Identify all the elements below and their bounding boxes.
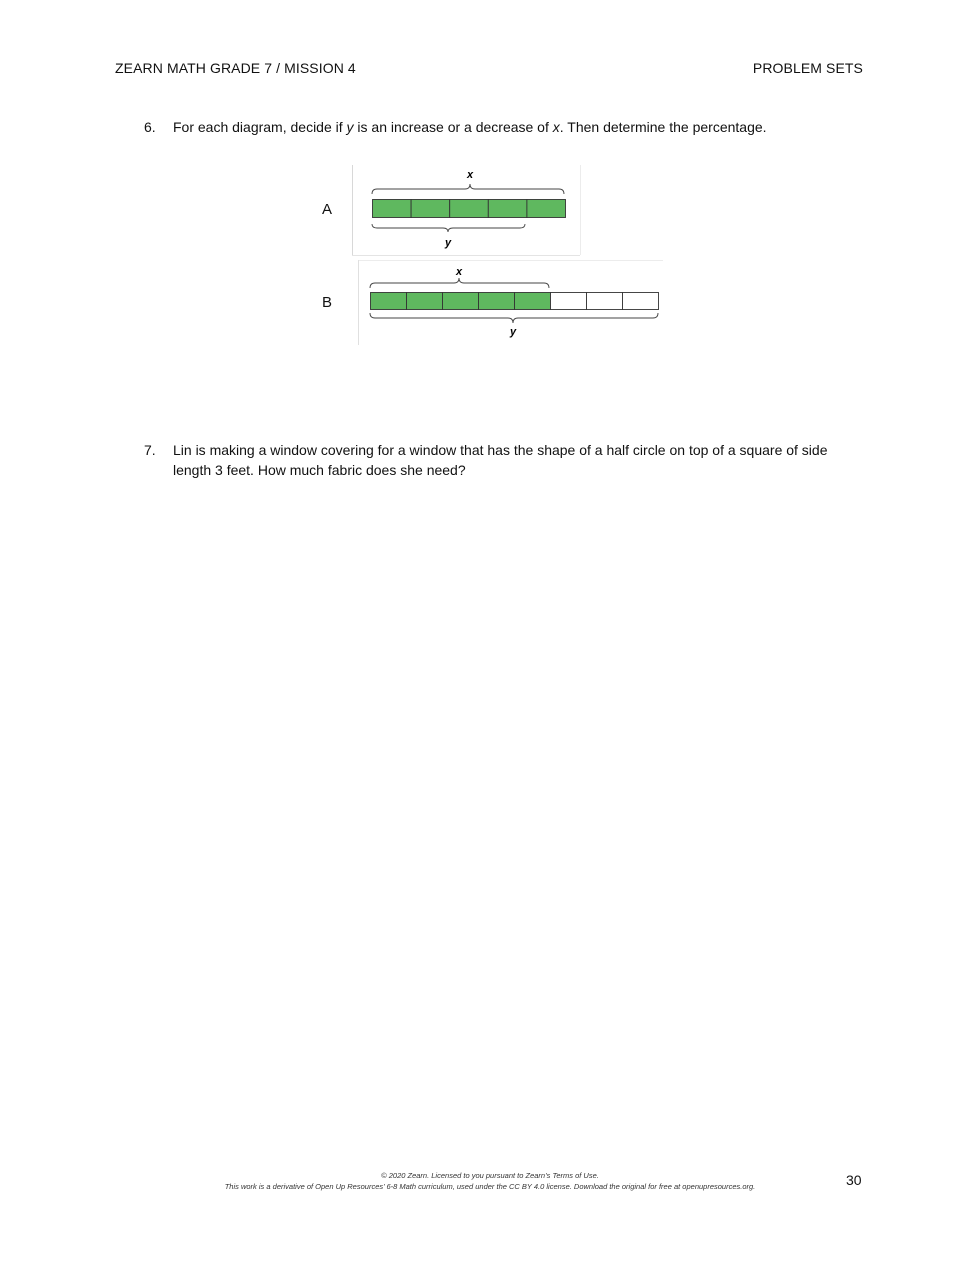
white-cell	[551, 293, 587, 310]
question-text: For each diagram, decide if y is an increase or a decrease of x. Then determine the percentage.	[173, 119, 767, 135]
x-brace	[372, 184, 564, 194]
tape-a-cells	[373, 200, 566, 218]
tape-diagram-b	[358, 260, 664, 346]
tape-diagram-a	[352, 165, 582, 257]
diagram-b-label: B	[322, 294, 333, 311]
x-brace	[370, 278, 549, 288]
footer-license: This work is a derivative of Open Up Resources’ 6-8 Math curriculum, used under the CC BY 4.0 license. Download the original for free at openupresources.org.	[224, 1182, 756, 1191]
green-cell	[488, 200, 527, 218]
x-label: x	[466, 169, 474, 181]
footer-copyright: © 2020 Zearn. Licensed to you pursuant to Zearn’s Terms of Use.	[381, 1171, 599, 1180]
y-label: y	[444, 237, 452, 249]
green-cell	[411, 200, 450, 218]
green-cell	[407, 293, 443, 310]
y-brace	[372, 224, 525, 232]
question-number: 6.	[144, 119, 156, 135]
green-cell	[450, 200, 489, 218]
green-cell	[443, 293, 479, 310]
green-cell	[371, 293, 407, 310]
white-cell	[587, 293, 623, 310]
header-title: ZEARN MATH GRADE 7 / MISSION 4	[115, 60, 356, 76]
y-label: y	[509, 326, 517, 338]
tape-b-cells	[371, 293, 659, 310]
footer	[150, 1170, 830, 1192]
green-cell	[515, 293, 551, 310]
page-number: 30	[846, 1172, 862, 1188]
x-label: x	[455, 266, 463, 278]
question-number: 7.	[144, 442, 156, 458]
green-cell	[527, 200, 566, 218]
diagram-a-label: A	[322, 201, 333, 218]
y-brace	[370, 313, 658, 323]
white-cell	[623, 293, 659, 310]
question-text: Lin is making a window covering for a window that has the shape of a half circle on top of a square of side length 3 feet. How much fabric does she need?	[173, 442, 828, 478]
green-cell	[373, 200, 412, 218]
header-section: PROBLEM SETS	[752, 60, 863, 76]
green-cell	[479, 293, 515, 310]
